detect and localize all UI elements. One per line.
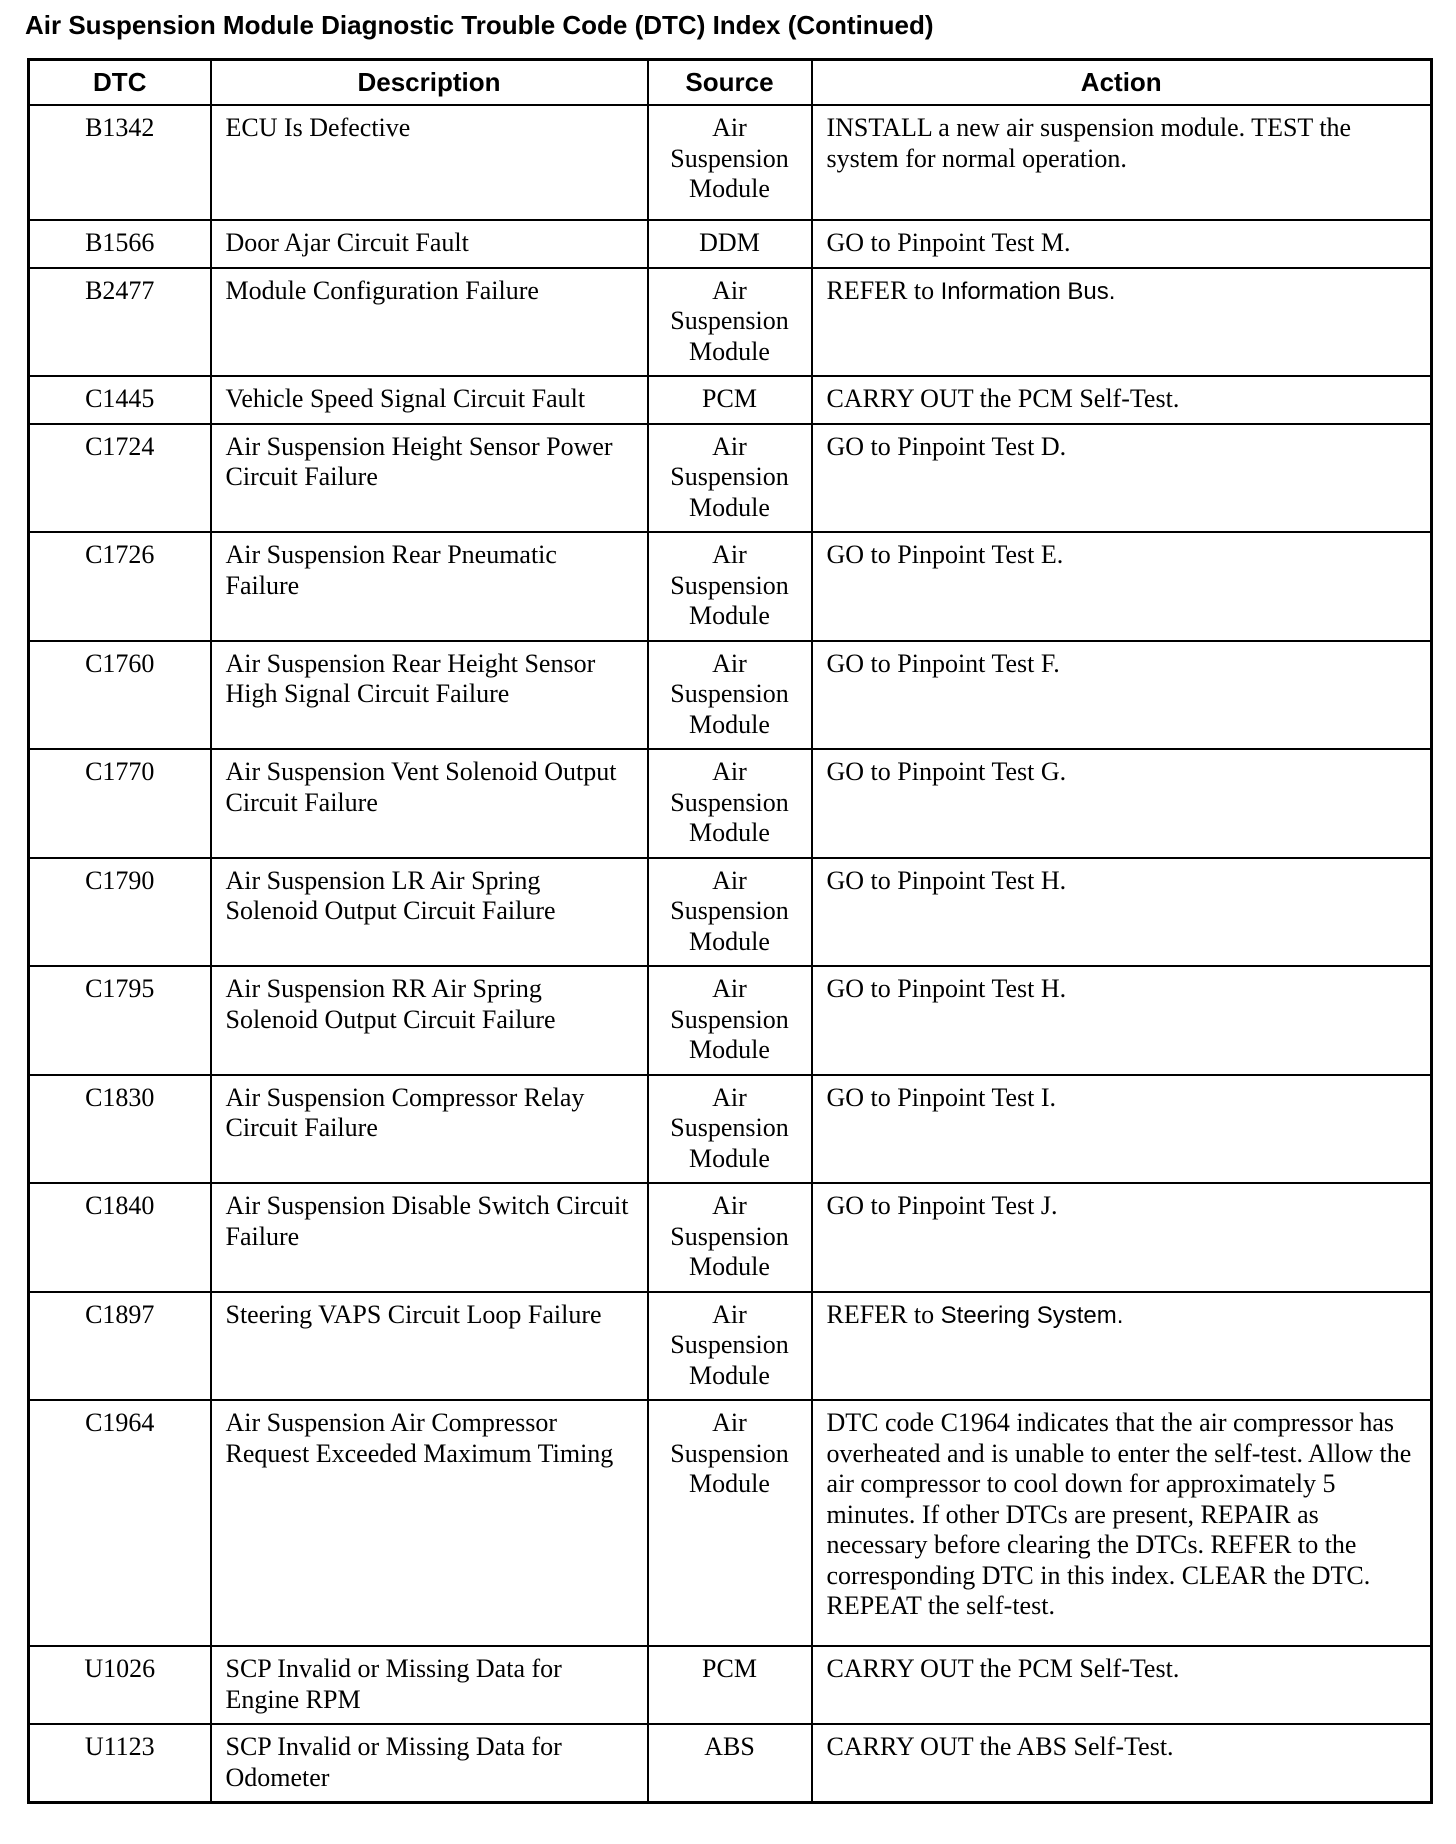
dtc-description: Air Suspension LR Air Spring Solenoid Output Circuit Failure <box>211 858 648 967</box>
dtc-description: Door Ajar Circuit Fault <box>211 220 648 268</box>
dtc-action: DTC code C1964 indicates that the air compressor has overheated and is unable to enter the self-test. Allow the air compressor to cool down for approximately 5 minutes. If other DTCs are present, REPAIR as necessary before clearing the DTCs. REFER to the corresponding DTC in this index. CLEAR the DTC. REPEAT the self-test. <box>812 1400 1432 1646</box>
dtc-description: Steering VAPS Circuit Loop Failure <box>211 1292 648 1401</box>
dtc-description: Air Suspension Vent Solenoid Output Circuit Failure <box>211 749 648 858</box>
dtc-description: Air Suspension Compressor Relay Circuit Failure <box>211 1075 648 1184</box>
page-title: Air Suspension Module Diagnostic Trouble Code (DTC) Index (Continued) <box>25 10 934 40</box>
dtc-source: Air Suspension Module <box>648 1183 812 1292</box>
header-description: Description <box>211 60 648 106</box>
dtc-source: Air Suspension Module <box>648 1400 812 1646</box>
dtc-action: GO to Pinpoint Test H. <box>812 858 1432 967</box>
dtc-action: CARRY OUT the PCM Self-Test. <box>812 376 1432 424</box>
header-action: Action <box>812 60 1432 106</box>
dtc-source: DDM <box>648 220 812 268</box>
dtc-source: Air Suspension Module <box>648 966 812 1075</box>
dtc-code: C1790 <box>29 858 211 967</box>
dtc-source: PCM <box>648 1646 812 1724</box>
dtc-source: Air Suspension Module <box>648 424 812 533</box>
dtc-description: Air Suspension Height Sensor Power Circuit Failure <box>211 424 648 533</box>
dtc-code: C1760 <box>29 641 211 750</box>
dtc-source: PCM <box>648 376 812 424</box>
dtc-action: GO to Pinpoint Test H. <box>812 966 1432 1075</box>
dtc-source: Air Suspension Module <box>648 1292 812 1401</box>
dtc-action <box>812 1292 1432 1401</box>
dtc-code: C1830 <box>29 1075 211 1184</box>
dtc-action: GO to Pinpoint Test J. <box>812 1183 1432 1292</box>
table-row <box>29 1646 1432 1724</box>
dtc-description: Air Suspension Air Compressor Request Exceeded Maximum Timing <box>211 1400 648 1646</box>
dtc-action: GO to Pinpoint Test G. <box>812 749 1432 858</box>
table-row <box>29 1724 1432 1803</box>
dtc-description: Air Suspension Rear Pneumatic Failure <box>211 532 648 641</box>
table-row <box>29 376 1432 424</box>
table-row <box>29 749 1432 858</box>
reference-link[interactable]: Information Bus. <box>940 277 1116 305</box>
table-row <box>29 220 1432 268</box>
table-row <box>29 1400 1432 1646</box>
dtc-action: CARRY OUT the PCM Self-Test. <box>812 1646 1432 1724</box>
dtc-code: U1026 <box>29 1646 211 1724</box>
table-row <box>29 532 1432 641</box>
dtc-action: GO to Pinpoint Test E. <box>812 532 1432 641</box>
dtc-code: C1795 <box>29 966 211 1075</box>
dtc-code: C1840 <box>29 1183 211 1292</box>
dtc-description: Air Suspension RR Air Spring Solenoid Output Circuit Failure <box>211 966 648 1075</box>
dtc-code: B1566 <box>29 220 211 268</box>
table-header-row <box>29 60 1432 106</box>
reference-link[interactable]: Steering System. <box>940 1301 1124 1329</box>
dtc-source: Air Suspension Module <box>648 858 812 967</box>
dtc-code: C1445 <box>29 376 211 424</box>
dtc-source: ABS <box>648 1724 812 1803</box>
dtc-description: Air Suspension Disable Switch Circuit Failure <box>211 1183 648 1292</box>
dtc-description: Vehicle Speed Signal Circuit Fault <box>211 376 648 424</box>
dtc-code: C1964 <box>29 1400 211 1646</box>
dtc-action: GO to Pinpoint Test F. <box>812 641 1432 750</box>
header-dtc: DTC <box>29 60 211 106</box>
action-text: REFER to <box>826 275 941 305</box>
table-row <box>29 1183 1432 1292</box>
dtc-action: INSTALL a new air suspension module. TEST the system for normal operation. <box>812 105 1432 220</box>
dtc-action: GO to Pinpoint Test I. <box>812 1075 1432 1184</box>
dtc-description: Air Suspension Rear Height Sensor High Signal Circuit Failure <box>211 641 648 750</box>
dtc-action: CARRY OUT the ABS Self-Test. <box>812 1724 1432 1803</box>
dtc-code: C1897 <box>29 1292 211 1401</box>
dtc-source: Air Suspension Module <box>648 268 812 377</box>
dtc-code: C1724 <box>29 424 211 533</box>
header-source: Source <box>648 60 812 106</box>
dtc-code: C1770 <box>29 749 211 858</box>
dtc-source: Air Suspension Module <box>648 749 812 858</box>
dtc-description: SCP Invalid or Missing Data for Odometer <box>211 1724 648 1803</box>
dtc-index-table <box>27 58 1433 1804</box>
dtc-action <box>812 268 1432 377</box>
table-row <box>29 268 1432 377</box>
dtc-action: GO to Pinpoint Test D. <box>812 424 1432 533</box>
action-text: REFER to <box>826 1299 941 1329</box>
dtc-code: C1726 <box>29 532 211 641</box>
dtc-description: ECU Is Defective <box>211 105 648 220</box>
table-row <box>29 105 1432 220</box>
table-row <box>29 1075 1432 1184</box>
dtc-source: Air Suspension Module <box>648 641 812 750</box>
table-row <box>29 858 1432 967</box>
dtc-code: B1342 <box>29 105 211 220</box>
dtc-source: Air Suspension Module <box>648 1075 812 1184</box>
dtc-source: Air Suspension Module <box>648 532 812 641</box>
table-row <box>29 424 1432 533</box>
dtc-source: Air Suspension Module <box>648 105 812 220</box>
dtc-code: U1123 <box>29 1724 211 1803</box>
dtc-action: GO to Pinpoint Test M. <box>812 220 1432 268</box>
dtc-description: Module Configuration Failure <box>211 268 648 377</box>
table-row <box>29 1292 1432 1401</box>
dtc-code: B2477 <box>29 268 211 377</box>
table-row <box>29 966 1432 1075</box>
table-row <box>29 641 1432 750</box>
dtc-description: SCP Invalid or Missing Data for Engine RPM <box>211 1646 648 1724</box>
